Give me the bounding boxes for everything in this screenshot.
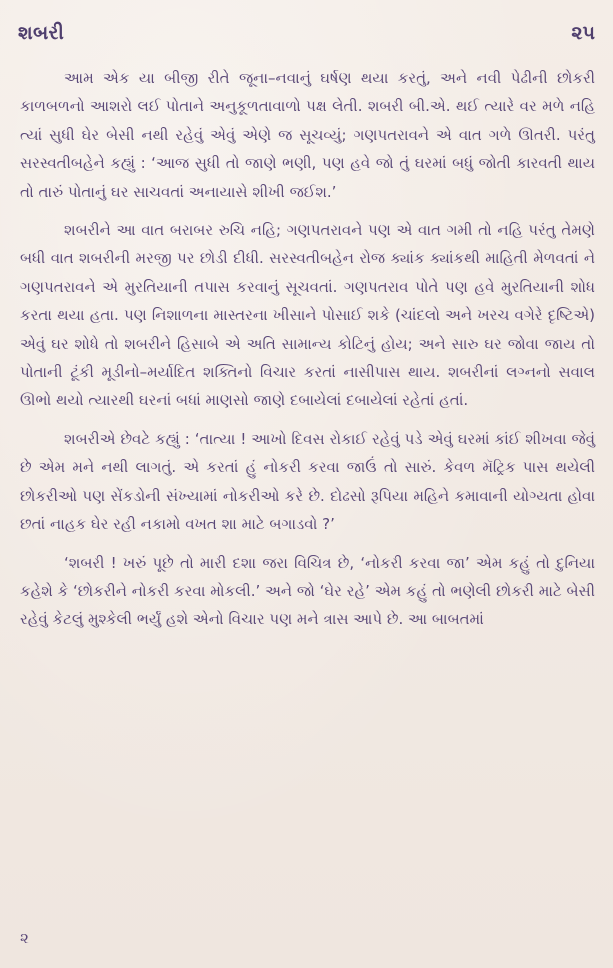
- page-header: [18, 22, 595, 54]
- signature-mark: ૨: [20, 929, 29, 947]
- paragraph-3: શબરીએ છેવટે કહ્યું : ‘તાત્યા ! આખો દિવસ રોકાઈ રહેવું પડે એવું ઘરમાં કાંઈ શીખવા જેવું છે એમ મને નથી લાગતું. એ કરતાં હું નોકરી કરવા જાઉં તો સારું. કેવળ મૅટ્રિક પાસ થયેલી છોકરીઓ પણ સેંકડોની સંખ્યામાં નોકરીઓ કરે છે. દોઢસો રૂપિયા મહિને કમાવાની યોગ્યતા હોવા છતાં નાહક ઘેર રહી નકામો વખત શા માટે બગાડવો ?’: [20, 429, 595, 534]
- paragraph-1: આમ એક યા બીજી રીતે જૂના–નવાનું ઘર્ષણ થયા કરતું, અને નવી પેઢીની છોકરી કાળબળનો આશરો લઈ પોતાને અનુકૂળતાવાળો પક્ષ લેતી. શબરી બી.એ. થઈ ત્યારે વર મળે નહિ ત્યાં સુધી ઘેર બેસી નથી રહેવું એવું એણે જ સૂચવ્યું; ગણપતરાવને એ વાત ગળે ઊતરી. પરંતુ સરસ્વતીબહેને કહ્યું : ‘આજ સુધી તો જાણે ભણી, પણ હવે જો તું ઘરમાં બધું જોતી કારવતી થાય તો તારું પોતાનું ઘર સાચવતાં અનાયાસે શીખી જઈશ.’: [20, 69, 595, 201]
- page-number: ૨૫: [571, 22, 595, 44]
- paragraph-4: ‘શબરી ! ખરું પૂછે તો મારી દશા જરા વિચિત્ર છે, ‘નોકરી કરવા જા’ એમ કહું તો દુનિયા કહેશે કે ‘છોકરીને નોકરી કરવા મોકલી.’ અને જો ‘ઘેર રહે’ એમ કહું તો ભણેલી છોકરી માટે બેસી રહેવું કેટલું મુશ્કેલી ભર્યું હશે એનો વિચાર પણ મને ત્રાસ આપે છે. આ બાબતમાં: [20, 553, 595, 629]
- running-head: શબરી: [18, 22, 65, 44]
- paragraph-2: શબરીને આ વાત બરાબર રુચિ નહિ; ગણપતરાવને પણ એ વાત ગમી તો નહિ પરંતુ તેમણે બધી વાત શબરીની મરજી પર છોડી દીધી. સરસ્વતીબહેન રોજ ક્યાંક ક્યાંકથી માહિતી મેળવતાં ને ગણપતરાવને એ મુરતિયાની તપાસ કરવાનું સૂચવતાં. ગણપતરાવ પોતે પણ હવે મુરતિયાની શોધ કરતા થયા હતા. પણ નિશાળના માસ્તરના ખીસાને પોસાઈ શકે (ચાંદલો અને ખરચ વગેરે દૃષ્ટિએ) એવું ઘર શોધે તો શબરીને હિસાબે એ અતિ સામાન્ય કોટિનું હોય; અને સારુ ઘર જોવા જાય તો પોતાની ટૂંકી મૂડીનો–મર્યાદિત શક્તિનો વિચાર કરતાં નાસીપાસ થાય. શબરીનાં લગ્નનો સવાલ ઊભો થયો ત્યારથી ઘરનાં બધાં માણસો જાણે દબાયેલાં દબાયેલાં રહેતાં હતાં.: [20, 221, 595, 410]
- body-text: [20, 64, 595, 634]
